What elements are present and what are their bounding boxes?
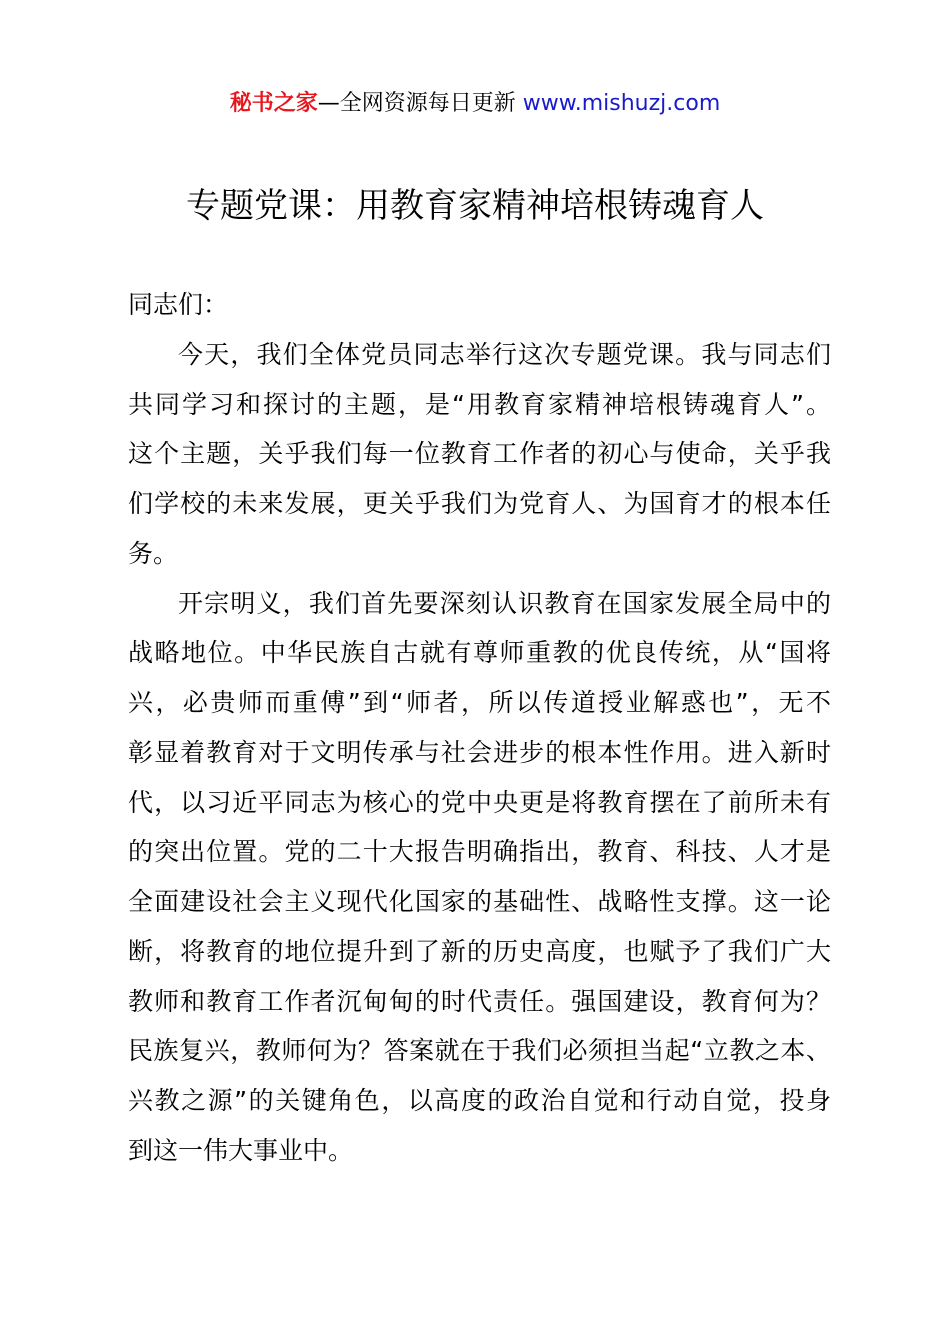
paragraph-line: 共同学习和探讨的主题，是“用教育家精神培根铸魂育人”。	[128, 389, 831, 419]
site-header	[0, 88, 950, 120]
paragraph	[128, 330, 831, 579]
paragraph-line: 兴，必贵师而重傅”到“师者，所以传道授业解惑也”，无不	[128, 688, 831, 717]
paragraph-line: 教师和教育工作者沉甸甸的时代责任。强国建设，教育何为？	[128, 986, 831, 1016]
paragraph-line: 今天，我们全体党员同志举行这次专题党课。我与同志们	[178, 339, 831, 369]
document-title: 专题党课：用教育家精神培根铸魂育人	[186, 186, 764, 226]
site-url-link[interactable]: www.mishuzj.com	[522, 91, 721, 116]
paragraph-line: 断，将教育的地位提升到了新的历史高度，也赋予了我们广大	[128, 936, 831, 966]
paragraph-line: 开宗明义，我们首先要深刻认识教育在国家发展全局中的	[178, 588, 831, 618]
paragraph-line: 战略地位。中华民族自古就有尊师重教的优良传统，从“国将	[128, 638, 831, 668]
paragraph-line: 彰显着教育对于文明传承与社会进步的根本性作用。进入新时	[128, 737, 831, 767]
paragraph-line: 务。	[128, 538, 179, 568]
paragraph-line: 到这一伟大事业中。	[128, 1135, 354, 1165]
paragraph-line: 的突出位置。党的二十大报告明确指出，教育、科技、人才是	[128, 837, 831, 867]
paragraph-line: 全面建设社会主义现代化国家的基础性、战略性支撑。这一论	[128, 887, 831, 916]
paragraph	[128, 579, 831, 1176]
greeting: 同志们：	[128, 290, 229, 319]
paragraph-line: 代，以习近平同志为核心的党中央更是将教育摆在了前所未有	[128, 787, 831, 817]
paragraph-line: 这个主题，关乎我们每一位教育工作者的初心与使命，关乎我	[128, 439, 831, 469]
brand-name: 秘书之家	[229, 91, 318, 116]
header-tagline: —全网资源每日更新	[317, 91, 523, 116]
paragraph-line: 们学校的未来发展，更关乎我们为党育人、为国育才的根本任	[128, 489, 831, 518]
document-body	[128, 280, 831, 1176]
paragraph-line: 兴教之源”的关键角色，以高度的政治自觉和行动自觉，投身	[128, 1086, 831, 1115]
paragraph-line: 民族复兴，教师何为？答案就在于我们必须担当起“立教之本、	[128, 1036, 831, 1066]
